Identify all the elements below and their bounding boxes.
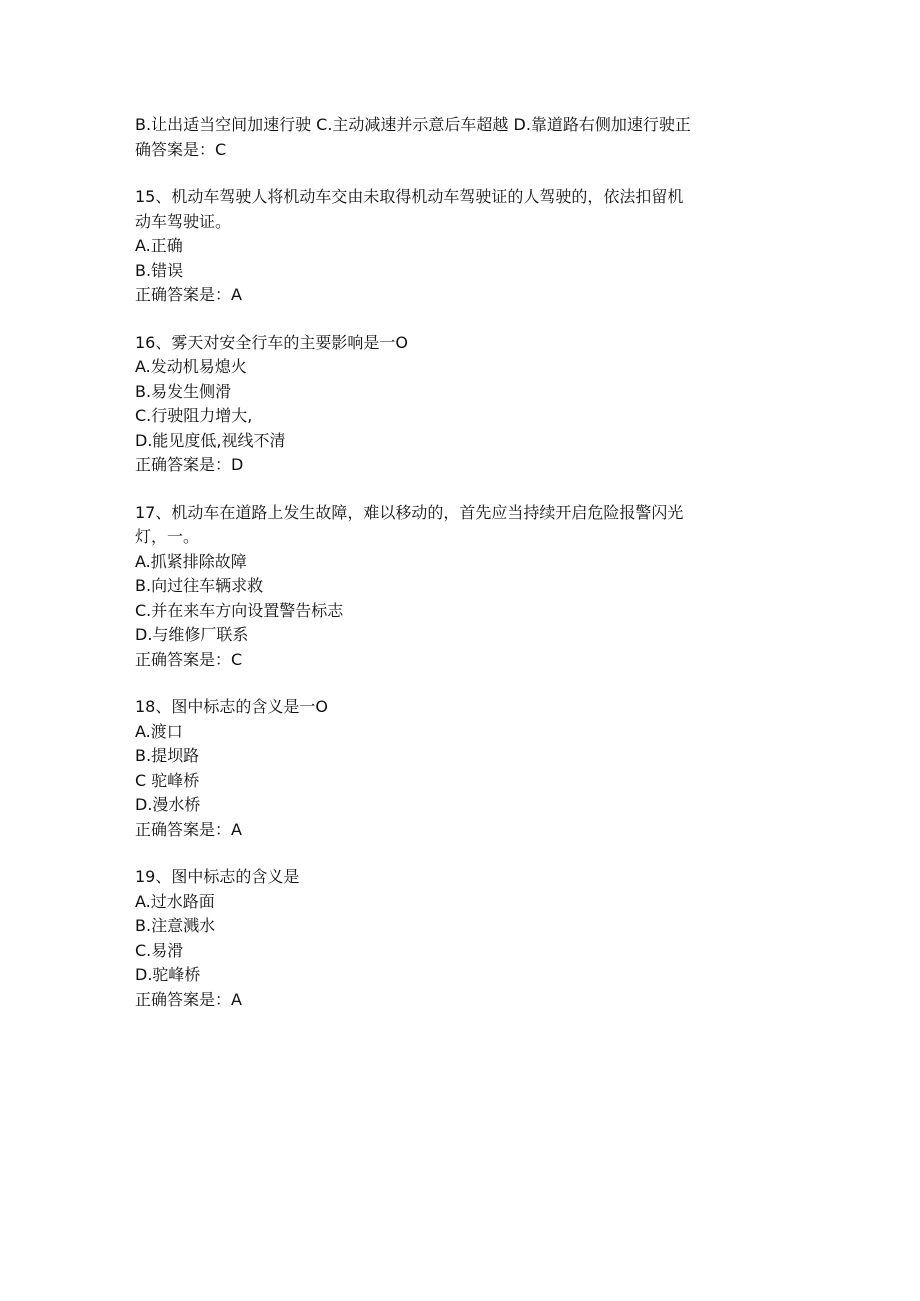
question-stem-line: 15、机动车驾驶人将机动车交由未取得机动车驾驶证的人驾驶的，依法扣留机 <box>135 187 684 206</box>
option-d: D.能见度低,视线不清 <box>135 430 286 450</box>
option-a: A.发动机易熄火 <box>135 357 247 376</box>
option-b: B.错误 <box>135 260 184 280</box>
question-18 <box>135 695 785 842</box>
question-stem-line: 19、图中标志的含义是 <box>135 867 300 886</box>
answer-line: 正确答案是：A <box>135 285 242 304</box>
answer-line: 正确答案是：A <box>135 989 242 1009</box>
option-c: C.易滑 <box>135 940 184 960</box>
option-c: C.并在来车方向设置警告标志 <box>135 600 344 620</box>
question-stem-line: 17、机动车在道路上发生故障，难以移动的，首先应当持续开启危险报警闪光 <box>135 502 684 522</box>
option-a: A.过水路面 <box>135 891 215 911</box>
document-page <box>135 113 785 1012</box>
question-stem-line: 动车驾驶证。 <box>135 211 232 231</box>
option-c: C 驼峰桥 <box>135 770 200 790</box>
question-17 <box>135 501 785 673</box>
option-b: B.易发生侧滑 <box>135 381 232 401</box>
question-15 <box>135 185 785 308</box>
option-a: A.抓紧排除故障 <box>135 551 247 571</box>
question-text-line: B.让出适当空间加速行驶 C.主动减速并示意后车超越 D.靠道路右侧加速行驶正 <box>135 115 691 134</box>
option-b: B.注意溅水 <box>135 916 216 935</box>
question-stem-line: 灯，一。 <box>135 527 200 546</box>
option-a: A.渡口 <box>135 721 183 741</box>
continued-question <box>135 113 785 162</box>
question-stem-line: 16、雾天对安全行车的主要影响是一O <box>135 332 408 352</box>
question-19 <box>135 865 785 1012</box>
question-16 <box>135 331 785 478</box>
answer-line: 正确答案是：D <box>135 455 244 474</box>
answer-line: 正确答案是：C <box>135 649 243 669</box>
option-b: B.提坝路 <box>135 746 200 765</box>
option-d: D.驼峰桥 <box>135 965 201 984</box>
option-a: A.正确 <box>135 236 183 255</box>
option-d: D.与维修厂联系 <box>135 625 249 644</box>
answer-line: 确答案是：C <box>135 139 227 159</box>
option-b: B.向过往车辆求救 <box>135 576 264 595</box>
answer-line: 正确答案是：A <box>135 819 242 839</box>
option-c: C.行驶阻力增大, <box>135 406 253 425</box>
option-d: D.漫水桥 <box>135 795 201 814</box>
question-stem-line: 18、图中标志的含义是一O <box>135 697 328 716</box>
